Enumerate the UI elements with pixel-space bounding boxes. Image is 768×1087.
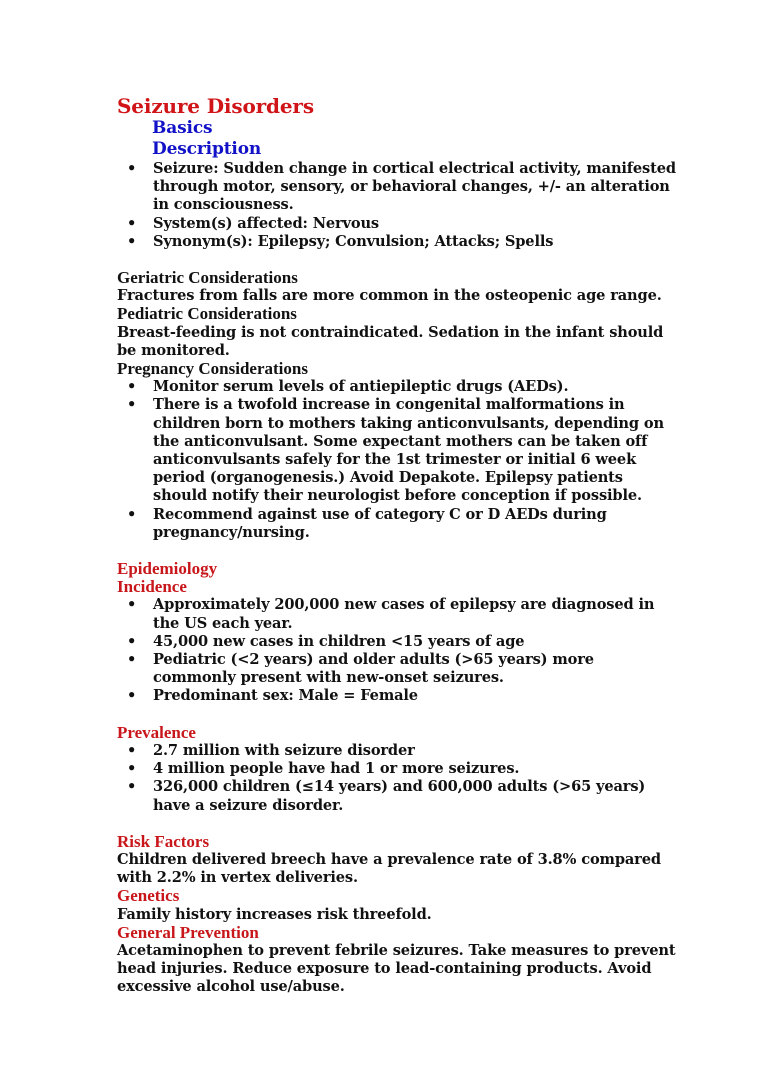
bullet-icon: • — [127, 741, 137, 759]
list-item: • Approximately 200,000 new cases of epilepsy are diagnosed in the US each year. — [127, 596, 655, 632]
list-item: • System(s) affected: Nervous — [127, 214, 379, 232]
bullet-icon: • — [127, 760, 137, 778]
prevention-text: Acetaminophen to prevent febrile seizures. Take measures to prevent head injuries. Reduce exposure to lead-containing products. Avoid excessive alcohol use/abuse. — [117, 941, 676, 996]
genetics-text: Family history increases risk threefold. — [117, 905, 432, 923]
pediatric-heading: Pediatric Considerations — [117, 304, 297, 324]
list-item: • Pediatric (<2 years) and older adults (>65 years) more commonly present with new-onset seizures. — [127, 651, 594, 687]
incidence-heading: Incidence — [117, 577, 187, 597]
pregnancy-heading: Pregnancy Considerations — [117, 359, 308, 379]
basics-heading: Basics — [152, 118, 213, 138]
description-heading: Description — [152, 139, 262, 159]
prevalence-list — [117, 742, 677, 815]
list-item: • Recommend against use of category C or D AEDs during pregnancy/nursing. — [127, 505, 607, 541]
risk-factors-text: Children delivered breech have a prevalence rate of 3.8% compared with 2.2% in vertex deliveries. — [117, 850, 661, 887]
bullet-icon: • — [127, 378, 137, 396]
bullet-icon: • — [127, 505, 137, 523]
list-item: • Predominant sex: Male = Female — [127, 687, 418, 705]
prevalence-heading: Prevalence — [117, 722, 196, 742]
pediatric-text: Breast-feeding is not contraindicated. Sedation in the infant should be monitored. — [117, 323, 664, 359]
list-item: • 45,000 new cases in children <15 years of age — [127, 632, 525, 650]
description-list — [117, 160, 677, 251]
list-item: • There is a twofold increase in congenital malformations in children born to mothers taking anticonvulsants, depending on the anticonvulsant. Some expectant mothers can be taken off anticonvulsants safely for the 1st trimester or initial 6 week period (organogenesis.) Avoid Depakote. Epilepsy patients should notify their neurologist before conception if possible. — [127, 396, 664, 505]
bullet-icon: • — [127, 778, 137, 796]
incidence-list — [117, 596, 677, 705]
geriatric-text: Fractures from falls are more common in the osteopenic age range. — [117, 287, 662, 305]
epidemiology-heading: Epidemiology — [117, 559, 218, 579]
list-item: • Seizure: Sudden change in cortical electrical activity, manifested through motor, sensory, or behavioral changes, +/- an alteration in consciousness. — [127, 160, 676, 214]
bullet-icon: • — [127, 632, 137, 650]
bullet-icon: • — [127, 214, 137, 232]
page-title: Seizure Disorders — [117, 94, 314, 118]
document-page — [117, 94, 677, 997]
bullet-icon: • — [127, 687, 137, 705]
bullet-icon: • — [127, 596, 137, 614]
pregnancy-list — [117, 378, 677, 542]
list-item: • 2.7 million with seizure disorder — [127, 741, 415, 759]
geriatric-heading: Geriatric Considerations — [117, 268, 298, 288]
bullet-icon: • — [127, 396, 137, 414]
bullet-icon: • — [127, 651, 137, 669]
risk-factors-heading: Risk Factors — [117, 831, 210, 851]
list-item: • Monitor serum levels of antiepileptic drugs (AEDs). — [127, 378, 569, 396]
list-item: • Synonym(s): Epilepsy; Convulsion; Attacks; Spells — [127, 232, 554, 250]
bullet-icon: • — [127, 232, 137, 250]
genetics-heading: Genetics — [117, 886, 180, 906]
list-item: • 326,000 children (≤14 years) and 600,000 adults (>65 years) have a seizure disorder. — [127, 778, 646, 814]
prevention-heading: General Prevention — [117, 922, 259, 942]
bullet-icon: • — [127, 160, 137, 177]
list-item: • 4 million people have had 1 or more seizures. — [127, 760, 520, 778]
